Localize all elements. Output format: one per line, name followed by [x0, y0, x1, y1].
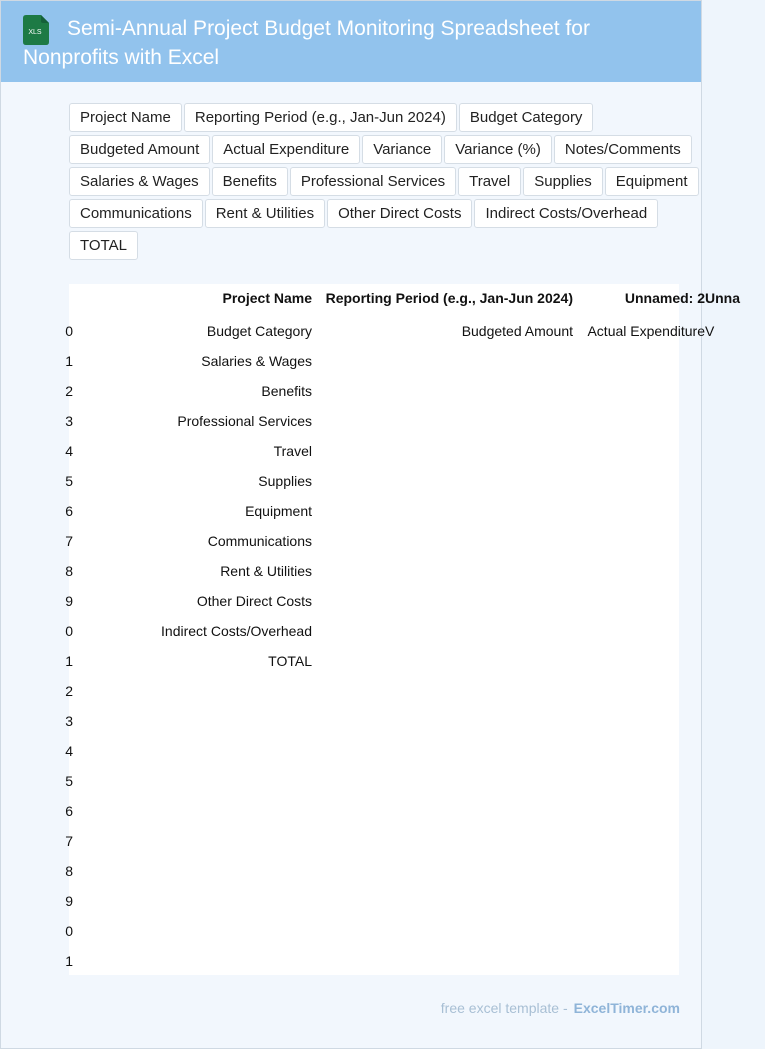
column-tag[interactable]: Notes/Comments — [554, 135, 692, 164]
page-header — [1, 1, 701, 82]
column-header[interactable]: Unnamed: 2 — [624, 290, 705, 306]
row-index: 1 — [65, 653, 73, 669]
table-cell[interactable] — [705, 796, 765, 826]
table-cell[interactable] — [318, 676, 573, 706]
row-index: 7 — [65, 833, 73, 849]
table-cell[interactable] — [573, 376, 705, 406]
table-cell[interactable] — [705, 466, 765, 496]
table-cell[interactable] — [573, 556, 705, 586]
column-tag[interactable]: Budget Category — [459, 103, 594, 132]
table-cell[interactable] — [73, 856, 312, 886]
page-title: Semi-Annual Project Budget Monitoring Spreadsheet for Nonprofits with Excel — [23, 17, 590, 69]
table-cell[interactable] — [73, 946, 312, 976]
table-cell[interactable] — [573, 346, 705, 376]
row-index: 9 — [65, 893, 73, 909]
column-tag[interactable]: Equipment — [605, 167, 699, 196]
row-index: 8 — [65, 863, 73, 879]
table-cell[interactable] — [705, 406, 765, 436]
row-index: 1 — [65, 953, 73, 969]
table-cell[interactable]: Budget Category — [206, 323, 312, 339]
column-tag[interactable]: Reporting Period (e.g., Jan-Jun 2024) — [184, 103, 457, 132]
column-tag[interactable]: Communications — [69, 199, 203, 228]
column-header[interactable]: Project Name — [222, 290, 312, 306]
table-cell[interactable] — [318, 736, 573, 766]
table-cell[interactable] — [73, 736, 312, 766]
column-header[interactable]: Reporting Period (e.g., Jan-Jun 2024) — [325, 290, 573, 306]
icon-label: XLS — [28, 29, 42, 36]
table-cell[interactable]: Indirect Costs/Overhead — [161, 623, 312, 639]
row-index: 4 — [65, 443, 73, 459]
table-cell[interactable] — [573, 496, 705, 526]
row-index: 3 — [65, 713, 73, 729]
table-cell[interactable]: Benefits — [261, 383, 312, 399]
table-cell[interactable] — [318, 526, 573, 556]
column-tag[interactable]: Variance — [362, 135, 442, 164]
table-cell[interactable] — [318, 886, 573, 916]
table-cell[interactable] — [573, 796, 705, 826]
table-cell[interactable] — [318, 346, 573, 376]
row-index: 4 — [65, 743, 73, 759]
row-index: 0 — [65, 323, 73, 339]
footer-brand-link[interactable]: ExcelTimer.com — [573, 1000, 680, 1016]
table-cell[interactable] — [318, 616, 573, 646]
table-cell[interactable] — [573, 676, 705, 706]
table-cell[interactable] — [705, 346, 765, 376]
column-tag[interactable]: Actual Expenditure — [212, 135, 360, 164]
column-tag[interactable]: Other Direct Costs — [327, 199, 472, 228]
row-index: 0 — [65, 623, 73, 639]
table-cell[interactable] — [573, 766, 705, 796]
row-index: 9 — [65, 593, 73, 609]
table-cell[interactable]: Salaries & Wages — [201, 353, 312, 369]
table-cell[interactable]: Other Direct Costs — [196, 593, 312, 609]
table-cell[interactable]: V — [705, 323, 715, 339]
data-table[interactable] — [65, 284, 740, 975]
footer-credit — [441, 1000, 680, 1016]
table-cell[interactable]: Supplies — [258, 473, 312, 489]
table-cell[interactable] — [705, 856, 765, 886]
row-index: 3 — [65, 413, 73, 429]
row-index: 1 — [65, 353, 73, 369]
table-cell[interactable] — [705, 436, 765, 466]
table-cell[interactable] — [318, 916, 573, 946]
table-cell[interactable] — [318, 646, 573, 676]
table-cell[interactable] — [73, 766, 312, 796]
table-cell[interactable] — [318, 556, 573, 586]
row-index: 2 — [65, 683, 73, 699]
table-cell[interactable] — [573, 436, 705, 466]
table-cell[interactable] — [573, 526, 705, 556]
table-cell[interactable] — [73, 886, 312, 916]
table-cell[interactable] — [573, 856, 705, 886]
row-index: 0 — [65, 923, 73, 939]
column-tag[interactable]: Travel — [458, 167, 521, 196]
row-index: 2 — [65, 383, 73, 399]
table-cell[interactable] — [318, 706, 573, 736]
column-tag[interactable]: Budgeted Amount — [69, 135, 210, 164]
table-cell[interactable] — [318, 436, 573, 466]
table-cell[interactable]: Travel — [273, 443, 312, 459]
table-cell[interactable] — [573, 406, 705, 436]
column-tag[interactable]: Variance (%) — [444, 135, 552, 164]
table-cell[interactable]: TOTAL — [268, 653, 312, 669]
column-tag[interactable]: Supplies — [523, 167, 603, 196]
table-cell[interactable] — [318, 496, 573, 526]
table-cell[interactable] — [73, 826, 312, 856]
table-cell[interactable] — [318, 826, 573, 856]
table-cell[interactable] — [705, 946, 765, 976]
table-cell[interactable] — [705, 496, 765, 526]
column-tag[interactable]: Professional Services — [290, 167, 456, 196]
table-cell[interactable]: Budgeted Amount — [461, 323, 573, 339]
column-header[interactable]: Unna — [705, 290, 740, 306]
row-index: 8 — [65, 563, 73, 579]
table-cell[interactable] — [705, 766, 765, 796]
column-tag[interactable]: TOTAL — [69, 231, 138, 260]
table-cell[interactable] — [73, 796, 312, 826]
table-cell[interactable] — [705, 916, 765, 946]
table-cell[interactable] — [705, 676, 765, 706]
table-cell[interactable]: Actual Expenditure — [587, 323, 705, 339]
table-cell[interactable]: Rent & Utilities — [220, 563, 312, 579]
table-cell[interactable] — [573, 616, 705, 646]
table-cell[interactable] — [573, 826, 705, 856]
table-cell[interactable] — [318, 796, 573, 826]
table-cell[interactable] — [318, 586, 573, 616]
column-tag[interactable]: Benefits — [212, 167, 288, 196]
table-cell[interactable] — [73, 676, 312, 706]
column-tag[interactable]: Project Name — [69, 103, 182, 132]
table-cell[interactable] — [705, 616, 765, 646]
table-cell[interactable] — [573, 946, 705, 976]
table-cell[interactable] — [573, 466, 705, 496]
table-cell[interactable] — [705, 826, 765, 856]
table-cell[interactable] — [705, 586, 765, 616]
table-cell[interactable]: Communications — [207, 533, 312, 549]
table-cell[interactable]: Professional Services — [177, 413, 312, 429]
table-cell[interactable] — [573, 736, 705, 766]
table-cell[interactable] — [573, 916, 705, 946]
table-cell[interactable] — [573, 646, 705, 676]
table-cell[interactable] — [705, 706, 765, 736]
table-cell[interactable] — [318, 946, 573, 976]
column-tag[interactable]: Rent & Utilities — [205, 199, 325, 228]
row-index: 6 — [65, 503, 73, 519]
table-cell[interactable]: Equipment — [245, 503, 312, 519]
column-header[interactable] — [63, 284, 73, 315]
table-cell[interactable] — [318, 466, 573, 496]
column-tag[interactable]: Indirect Costs/Overhead — [474, 199, 658, 228]
table-cell[interactable] — [318, 376, 573, 406]
table-cell[interactable] — [573, 706, 705, 736]
table-cell[interactable] — [318, 766, 573, 796]
table-cell[interactable] — [318, 856, 573, 886]
table-cell[interactable] — [705, 526, 765, 556]
table-cell[interactable] — [573, 886, 705, 916]
table-cell[interactable] — [573, 586, 705, 616]
row-index: 5 — [65, 773, 73, 789]
table-cell[interactable] — [73, 706, 312, 736]
row-index: 5 — [65, 473, 73, 489]
row-index: 6 — [65, 803, 73, 819]
table-cell[interactable] — [705, 886, 765, 916]
row-index: 7 — [65, 533, 73, 549]
footer-text: free excel template - — [440, 1000, 568, 1016]
table-cell[interactable] — [73, 916, 312, 946]
table-cell[interactable] — [705, 646, 765, 676]
table-cell[interactable] — [318, 406, 573, 436]
column-tag-list — [69, 103, 699, 260]
table-cell[interactable] — [705, 556, 765, 586]
table-cell[interactable] — [705, 376, 765, 406]
table-cell[interactable] — [705, 736, 765, 766]
column-tag[interactable]: Salaries & Wages — [69, 167, 210, 196]
